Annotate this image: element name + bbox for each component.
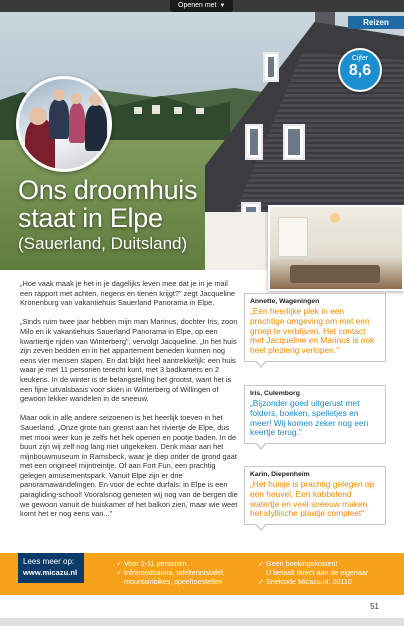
review-text: „Het huisje is prachtig gelegen op een heuvel. Een kabbelend watertje en veel sneeuw maken het idyllische plaatje compleet" bbox=[250, 479, 375, 519]
headline-title-line1: Ons droomhuis bbox=[18, 175, 198, 205]
headline-title-line2: staat in Elpe bbox=[18, 203, 163, 233]
check-icon: ✓ bbox=[116, 559, 123, 568]
body-paragraph: „Hoe vaak maak je het in je dagelijks leven mee dat je in je mail een rapport met achten, negens en tienen krijgt?" zegt Jacqueline Kronenburg van vakantiehuis Sauerland Panorama in Elpe. bbox=[20, 279, 236, 308]
check-icon: ✓ bbox=[116, 568, 123, 577]
feature-item: mountainbikes, speeltoestellen bbox=[124, 577, 223, 586]
read-more-box[interactable] bbox=[18, 553, 84, 583]
headline-subtitle: (Sauerland, Duitsland) bbox=[18, 234, 188, 253]
review-author: Iris, Culemborg bbox=[250, 390, 300, 397]
page-number: 51 bbox=[370, 602, 379, 611]
features-list-left bbox=[116, 559, 225, 586]
feature-item: ✓ Infraroodsauna, tafeltennistafel, bbox=[116, 568, 225, 577]
open-with-label: Openen met bbox=[178, 2, 217, 9]
review-author: Karin, Diepenheim bbox=[250, 471, 310, 478]
feature-item: U betaalt direct aan de eigenaar bbox=[266, 568, 369, 577]
check-icon: ✓ bbox=[258, 559, 265, 568]
review-author: Annette, Wageningen bbox=[250, 298, 320, 305]
body-paragraph: „Sinds ruim twee jaar hebben mijn man Marinus, dochter Iris, zoon Milo en ik vakantiehuis Sauerland Panorama in Elpe, op een kwartiertje rijden van Winterberg", vervolgt Jacqueline. „In het huis zijn zeven bedden en in het appartement beneden kunnen nog eens vier mensen slapen. En dat blijkt heel aantrekkelijk: een huis waar je met 11 personen terecht kunt, met 3 badkamers en 2 keukens. In de winter is de belangstelling het grootst, want het is een fijne uitvalsbasis voor skiën in Winterberg of Willingen of gewoon lekker wandelen in de sneeuw. bbox=[20, 317, 238, 404]
section-badge: Reizen bbox=[348, 16, 404, 29]
review-quote bbox=[244, 385, 386, 444]
viewer-bottom-bar bbox=[0, 618, 404, 626]
features-list-right bbox=[258, 559, 368, 586]
feature-item: ✓ Geen boekingskosten! bbox=[258, 559, 338, 568]
score-label: Cijfer bbox=[351, 55, 369, 62]
check-icon: ✓ bbox=[258, 577, 265, 586]
score-badge bbox=[338, 48, 382, 92]
score-value: 8,6 bbox=[348, 62, 372, 79]
read-more-url[interactable]: www.micazu.nl bbox=[23, 568, 78, 577]
interior-photo bbox=[268, 205, 404, 291]
family-photo bbox=[16, 76, 112, 172]
read-more-label: Lees meer op: bbox=[23, 557, 75, 566]
feature-item: ✓ Snelcode Micazu.nl: 20110 bbox=[258, 577, 352, 586]
review-quote bbox=[244, 293, 386, 362]
article-headline bbox=[18, 176, 258, 254]
headline-title bbox=[18, 176, 258, 232]
body-paragraph: Maar ook in alle andere seizoenen is het heerlijk toeven in het Sauerland. „Onze grote tuin grenst aan het riviertje de Elpe, dus met mooi weer kun je zelfs het hek openen en pootje baden. In de buurt zijn wij zelf nog lang niet uitgekeken. Denk maar aan het mijnbouwmuseum in Ramsbeck, waar je diep onder de grond gaat met een origineel mijntreintje. Of aan Fort Fun, een prachtig gelegen amusementspark. Vanuit Elpe zijn er drie panoramawandelingen. En voor de echte durfals: in Elpe is een paragliding-school! Vooralsnog genieten wij nog van de bergen die we gewoon vanuit de huiskamer of het balkon zien, maar wie weet komt het er nog eens van..." bbox=[20, 413, 238, 519]
chevron-down-icon: ▼ bbox=[219, 3, 226, 9]
review-quote bbox=[244, 466, 386, 525]
article-body bbox=[20, 279, 238, 528]
open-with-button[interactable] bbox=[170, 0, 233, 12]
review-text: „Bijzonder goed uitgerust met folders, boeken, spelletjes en meer! Wij komen zeker nog een keertje terug." bbox=[250, 398, 369, 438]
review-text: „Een heerlijke plek in een prachtige omgeving om met een groep te verblijven. Het contact met Jacqueline en Marinus is ook heel plezierig verlopen." bbox=[250, 306, 375, 356]
feature-item: ✓ Voor 2-11 personen bbox=[116, 559, 187, 568]
